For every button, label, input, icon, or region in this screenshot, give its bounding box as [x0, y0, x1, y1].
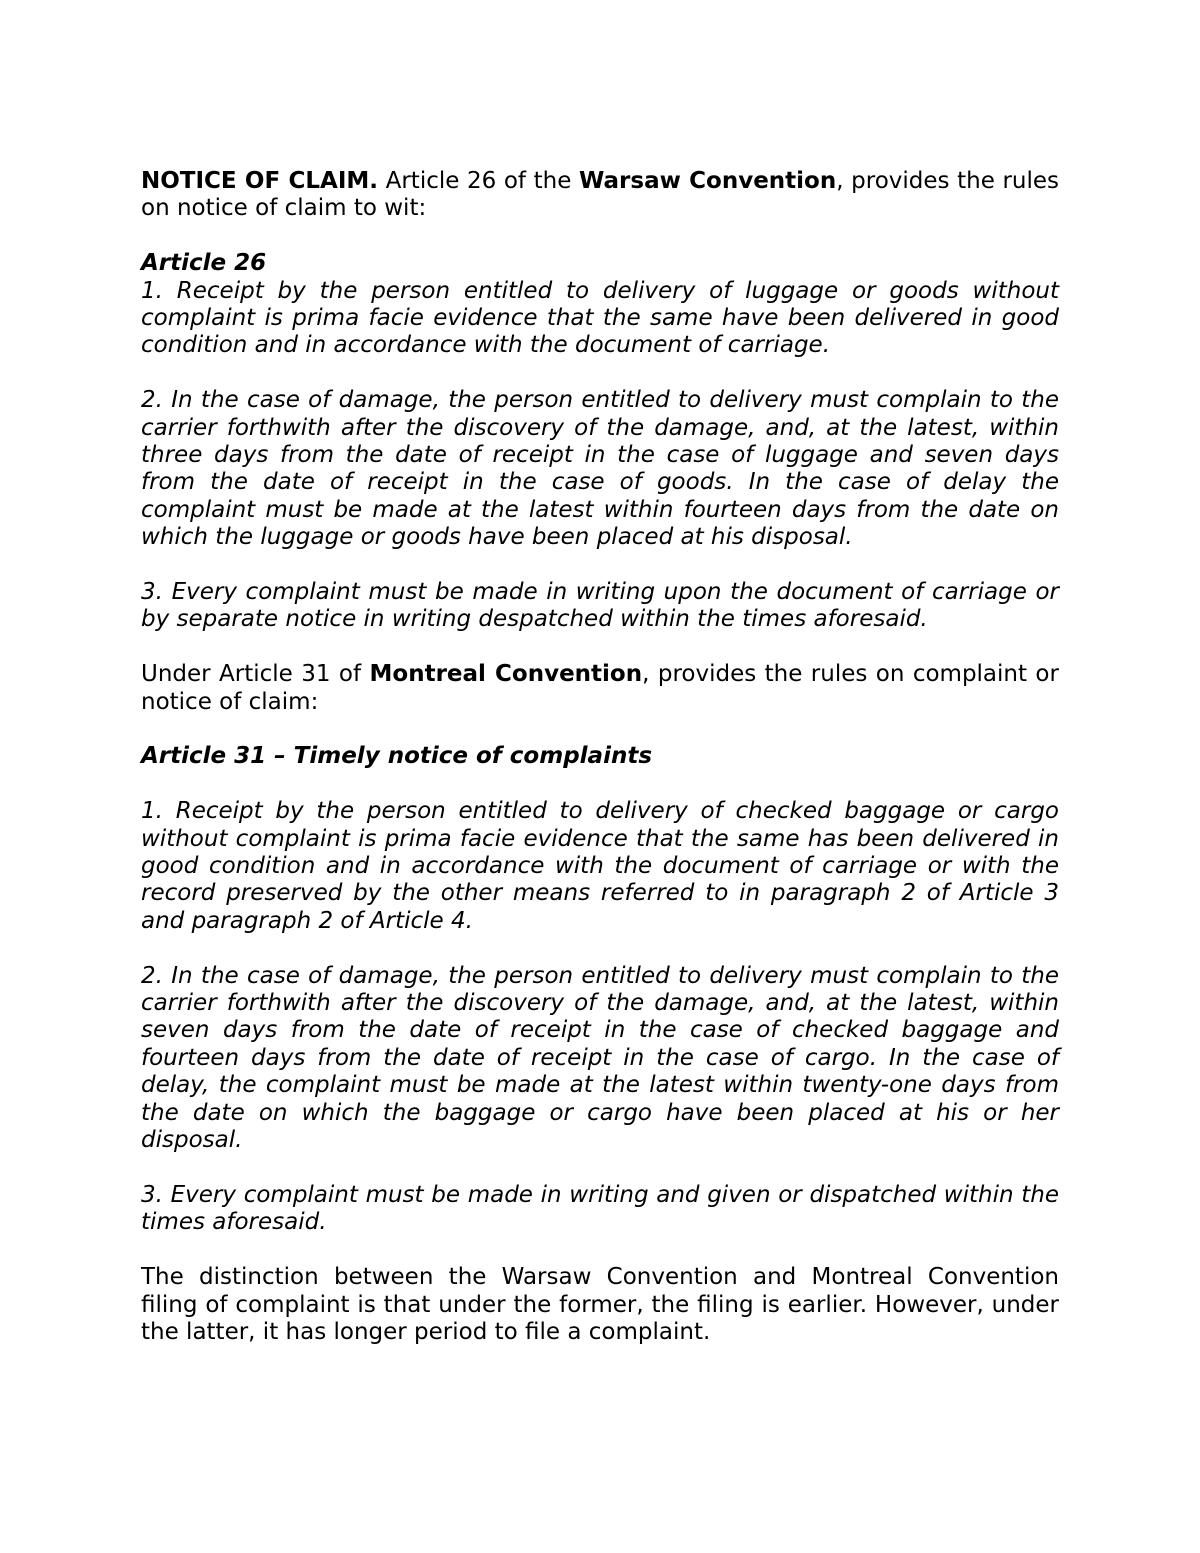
article-31-paragraph-2: 2. In the case of damage, the person entitled to delivery must complain to the carrier forthwith after the discovery of the damage, and, at the latest, within seven days from the date of receipt in the case of checked baggage and fourteen days from the date of receipt in the case of cargo. In the case of delay, the complaint must be made at the latest within twenty-one days from the date on which the baggage or cargo have been placed at his or her disposal.: [141, 962, 1059, 1154]
article-26-paragraph-2: 2. In the case of damage, the person entitled to delivery must complain to the carrier forthwith after the discovery of the damage, and, at the latest, within three days from the date of receipt in the case of luggage and seven days from the date of receipt in the case of goods. In the case of delay the complaint must be made at the latest within fourteen days from the date on which the luggage or goods have been placed at his disposal.: [141, 387, 1059, 551]
intro-text-2: , provides the rules on notice of claim to wit:: [141, 168, 1060, 222]
article-31-heading: Article 31 – Timely notice of complaints: [141, 743, 653, 770]
intro-paragraph: [141, 168, 1059, 223]
conclusion-paragraph: The distinction between the Warsaw Convention and Montreal Convention filing of complaint is that under the former, the filing is earlier. However, under the latter, it has longer period to file a complaint.: [141, 1264, 1059, 1345]
article-31-paragraph-3: 3. Every complaint must be made in writing and given or dispatched within the times aforesaid.: [141, 1181, 1059, 1236]
montreal-intro-paragraph: [141, 661, 1059, 716]
document-body: [141, 168, 1059, 1346]
warsaw-convention-term: Warsaw Convention: [578, 168, 837, 194]
montreal-intro-text-1: Under Article 31 of: [141, 661, 370, 688]
article-26-heading: Article 26: [141, 250, 267, 277]
intro-text-1: Article 26 of the: [378, 168, 579, 194]
montreal-intro-text-2: , provides the rules on complaint or notice of claim:: [141, 661, 1059, 715]
article-26-paragraph-1: 1. Receipt by the person entitled to delivery of luggage or goods without complaint is prima facie evidence that the same have been delivered in good condition and in accordance with the document of carriage.: [141, 277, 1059, 359]
notice-of-claim-label: NOTICE OF CLAIM.: [141, 168, 379, 194]
article-26-paragraph-3: 3. Every complaint must be made in writing upon the document of carriage or by separate notice in writing despatched within the times aforesaid.: [141, 579, 1059, 633]
montreal-convention-term: Montreal Convention: [369, 661, 643, 688]
article-31-paragraph-1: 1. Receipt by the person entitled to delivery of checked baggage or cargo without complaint is prima facie evidence that the same has been delivered in good condition and in accordance with the document of carriage or with the record preserved by the other means referred to in paragraph 2 of Article 3 and paragraph 2 of Article 4.: [141, 798, 1059, 934]
